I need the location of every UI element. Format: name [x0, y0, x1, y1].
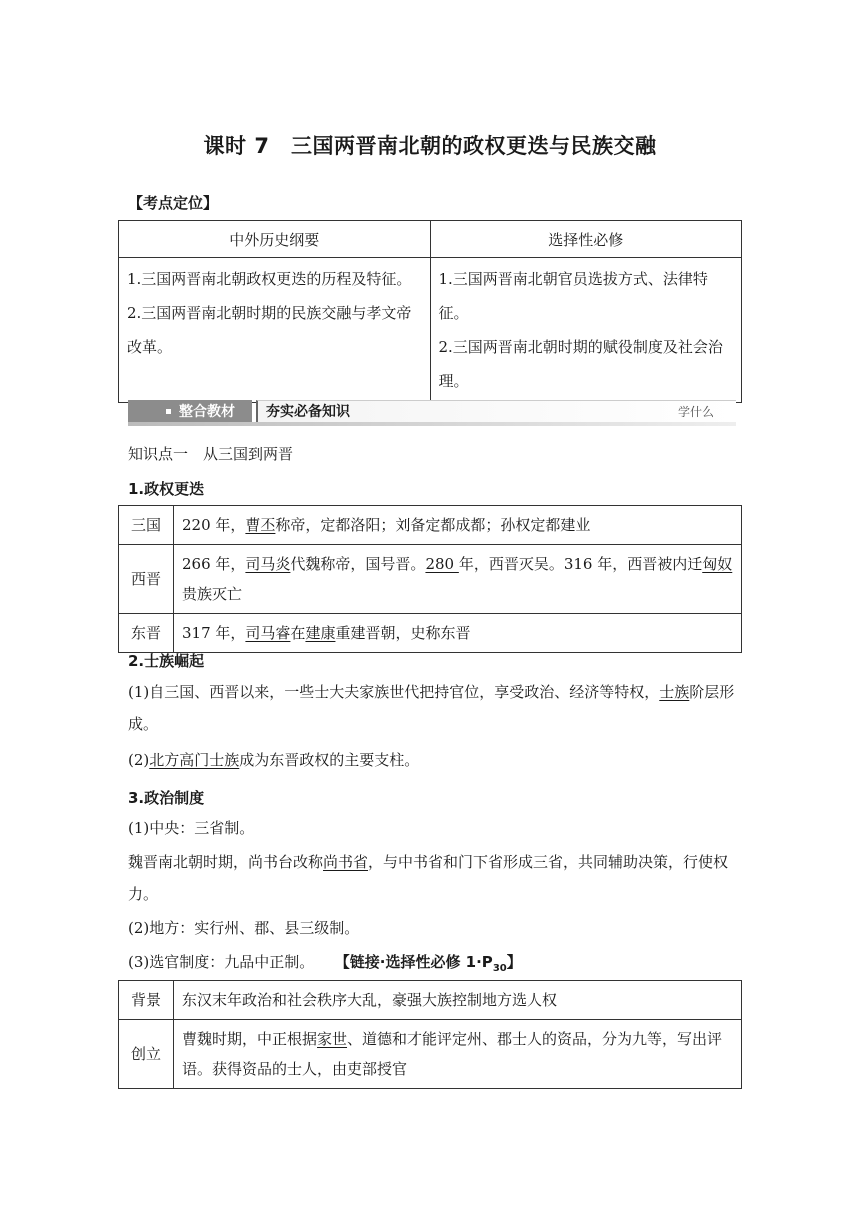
central-system: (1)中央：三省制。 [128, 819, 255, 837]
row-label: 三国 [119, 506, 174, 545]
row-content [174, 506, 742, 545]
underlined-term: 司马睿 [245, 624, 291, 642]
link-text: 【链接·选择性必修 1·P [342, 953, 493, 971]
col1-item: 2.三国两晋南北朝时期的民族交融与孝文帝改革。 [127, 304, 412, 356]
col2-item: 1.三国两晋南北朝官员选拔方式、法律特征。 [438, 270, 708, 322]
text-run: 220 年， [182, 516, 246, 534]
table-row [119, 545, 742, 614]
text-run: 东汉末年政治和社会秩序大乱，豪强大族控制地方选人权 [182, 991, 558, 1009]
row-content [174, 1020, 742, 1089]
text-run: 称帝，定都洛阳；刘备定都成都；孙权定都建业 [275, 516, 591, 534]
section-heading-regime: 1.政权更迭 [128, 480, 205, 498]
text-run: 成为东晋政权的主要支柱。 [239, 751, 420, 769]
local-system: (2)地方：实行州、郡、县三级制。 [128, 919, 360, 937]
link-end: 】 [506, 953, 522, 971]
gentry-paragraph-1 [128, 676, 740, 740]
underlined-term: 尚书省 [323, 853, 369, 871]
regime-table [118, 505, 742, 653]
text-run: 重建晋朝，史称东晋 [335, 624, 471, 642]
text-run: 代魏称帝，国号晋。 [290, 555, 426, 573]
text-run: 年，西晋灭吴。316 年，西晋被内迁 [458, 555, 703, 573]
gentry-paragraph-2 [128, 744, 740, 776]
text-run: 曹魏时期，中正根据 [182, 1030, 318, 1048]
text-run: (1)自三国、西晋以来，一些士大夫家族世代把持官位，享受政治、经济等特权， [128, 683, 660, 701]
banner-left [128, 400, 252, 424]
central-system-desc [128, 846, 740, 910]
underlined-term: 北方高门士族 [149, 751, 240, 769]
text-run: 、道德和才能评定州、郡士人的资品，分为九等，写出评语。获得资品的士人，由吏部授官 [182, 1030, 723, 1078]
text-run: (2) [128, 751, 150, 769]
col1-item: 1.三国两晋南北朝政权更迭的历程及特征。 [127, 270, 412, 288]
knowledge-point-title: 知识点一 从三国到两晋 [128, 445, 294, 463]
section-banner [128, 400, 736, 424]
exam-position-heading: 【考点定位】 [128, 194, 219, 212]
text-run: (3)选官制度：九品中正制。 [128, 953, 315, 971]
text-run: 魏晋南北朝时期，尚书台改称 [128, 853, 324, 871]
page-title: 课时 7 三国两晋南北朝的政权更迭与民族交融 [203, 134, 657, 158]
underlined-term: 家世 [317, 1030, 348, 1048]
row-label: 西晋 [119, 545, 174, 614]
section-heading-politics: 3.政治制度 [128, 789, 205, 807]
text-run: ，与中书省和门下省形成三省，共同辅助决策，行使权力。 [128, 853, 729, 903]
banner-shadow [128, 422, 736, 426]
underlined-term: 匈奴 [702, 555, 733, 573]
nine-rank-table [118, 980, 742, 1089]
underlined-term: 司马炎 [245, 555, 291, 573]
col1-header: 中外历史纲要 [119, 221, 431, 258]
table-row [119, 981, 742, 1020]
table-row [119, 1020, 742, 1089]
table-row [119, 506, 742, 545]
text-run: 在 [290, 624, 306, 642]
col2-header: 选择性必修 [430, 221, 742, 258]
banner-right: 学什么 [677, 405, 714, 419]
row-content [174, 614, 742, 653]
exam-position-table [118, 220, 742, 403]
link-page-sub: 30 [492, 963, 507, 974]
cross-reference-link[interactable] [342, 953, 522, 974]
row-label: 创立 [119, 1020, 174, 1089]
text-run: 阶层形成。 [128, 683, 735, 733]
banner-left-label: 整合教材 [179, 404, 235, 420]
text-run: 317 年， [182, 624, 246, 642]
text-run: 贵族灭亡 [182, 585, 243, 603]
row-label: 背景 [119, 981, 174, 1020]
table-row [119, 614, 742, 653]
col2-cell [430, 258, 742, 403]
underlined-term: 建康 [305, 624, 336, 642]
row-content [174, 981, 742, 1020]
square-bullet-icon [166, 409, 171, 414]
section-heading-gentry: 2.士族崛起 [128, 652, 205, 670]
col2-item: 2.三国两晋南北朝时期的赋役制度及社会治理。 [438, 338, 723, 390]
text-run: 266 年， [182, 555, 246, 573]
row-label: 东晋 [119, 614, 174, 653]
col1-cell [119, 258, 431, 403]
underlined-term: 士族 [659, 683, 690, 701]
underlined-term: 280 [425, 555, 459, 573]
row-content [174, 545, 742, 614]
banner-mid: 夯实必备知识 [256, 400, 736, 422]
underlined-term: 曹丕 [245, 516, 276, 534]
